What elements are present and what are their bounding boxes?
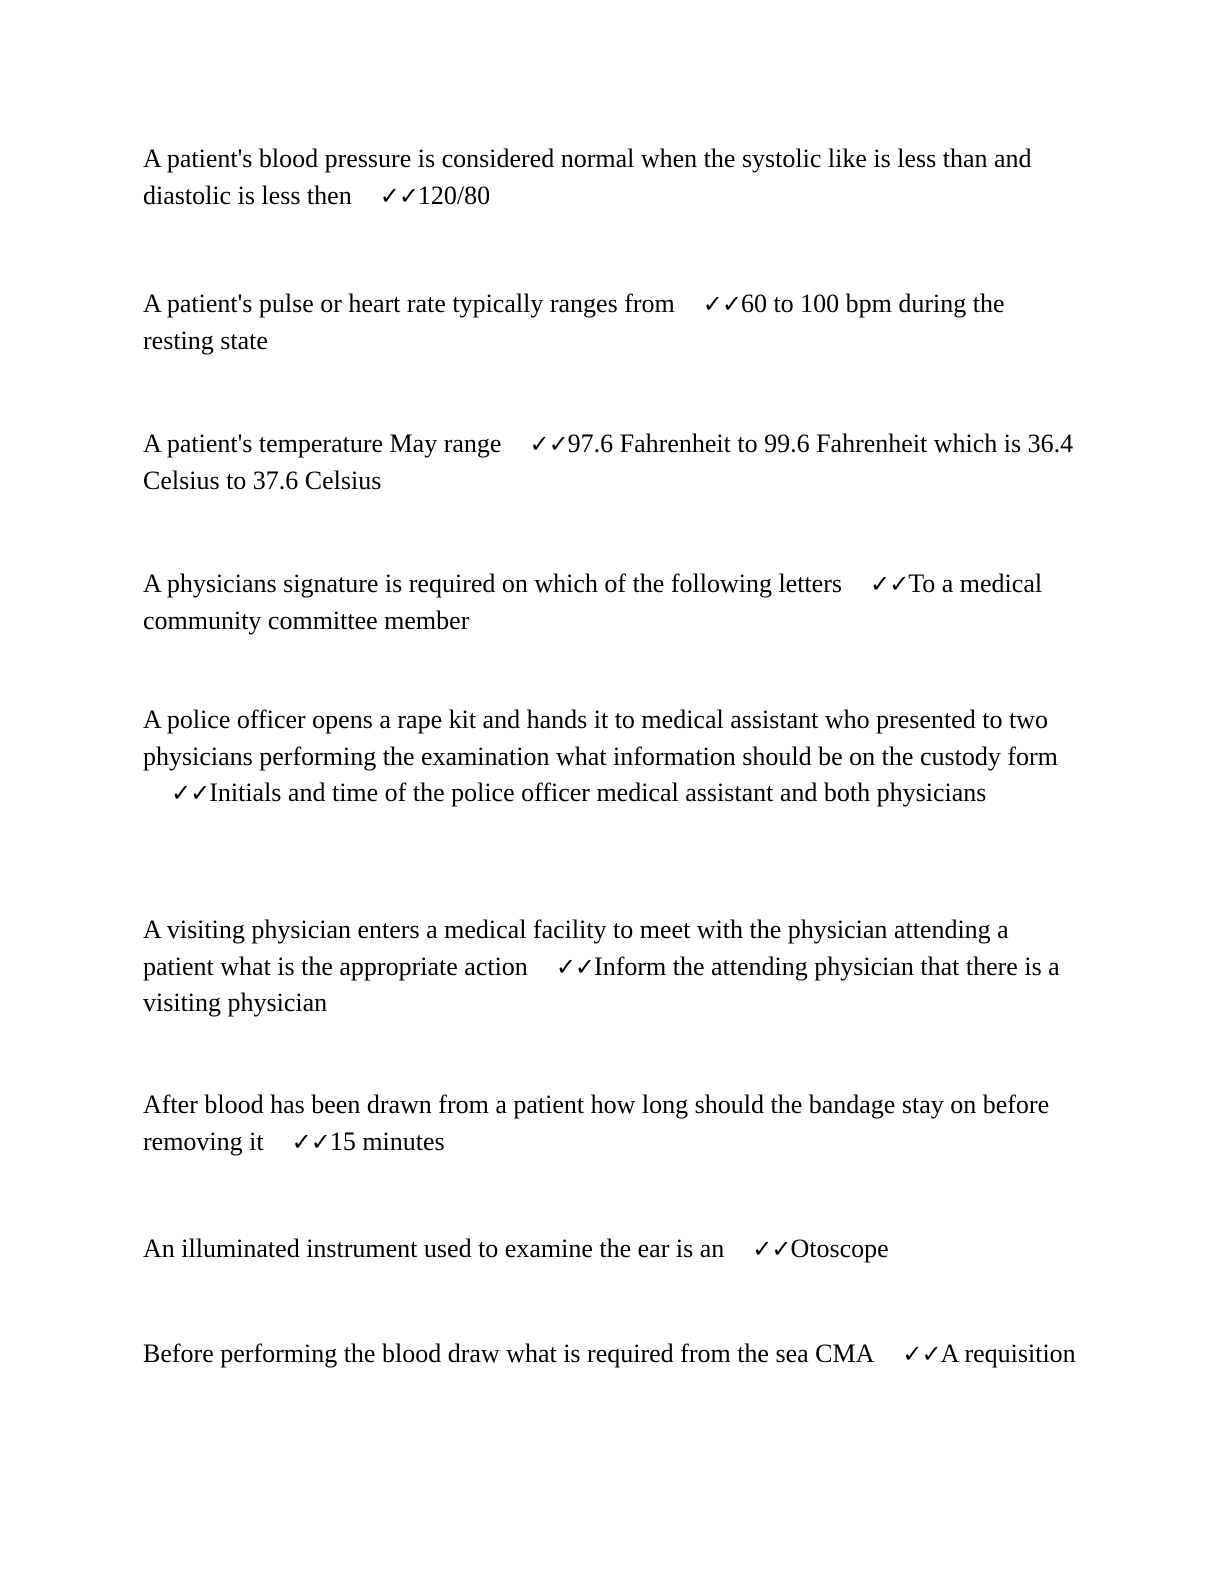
- question-text: An illuminated instrument used to examine the ear is an: [143, 1234, 725, 1263]
- answer-text: 97.6 Fahrenheit to 99.6 Fahrenheit which is 36.4 Celsius to 37.6 Celsius: [143, 429, 1074, 495]
- answer-text: To a medical community committee member: [143, 569, 1043, 635]
- answer-text: Inform the attending physician that there is a visiting physician: [143, 951, 1060, 1017]
- double-check-icon: ✓✓: [752, 1235, 791, 1263]
- double-check-icon: ✓✓: [902, 1340, 941, 1368]
- answer-text: 15 minutes: [329, 1126, 445, 1156]
- question-text: A visiting physician enters a medical facility to meet with the physician attending a patient what is the appropriate action: [143, 915, 1009, 981]
- qa-item-5: [143, 702, 1078, 812]
- qa-item-3: [143, 426, 1078, 499]
- question-text: Before performing the blood draw what is required from the sea CMA: [143, 1339, 875, 1368]
- double-check-icon: ✓✓: [171, 779, 210, 807]
- answer-text: Initials and time of the police officer medical assistant and both physicians: [209, 778, 987, 807]
- double-check-icon: ✓✓: [869, 570, 909, 598]
- double-check-icon: ✓✓: [291, 1127, 330, 1156]
- answer-text: Otoscope: [790, 1234, 889, 1263]
- qa-item-9: [143, 1336, 1078, 1373]
- double-check-icon: ✓✓: [555, 952, 595, 981]
- answer-text: 60 to 100 bpm during the resting state: [143, 289, 1005, 355]
- question-text: A patient's pulse or heart rate typically ranges from: [143, 289, 675, 318]
- answer-text: 120/80: [417, 180, 491, 210]
- qa-item-2: [143, 286, 1078, 359]
- qa-item-4: [143, 566, 1078, 639]
- qa-item-6: [143, 912, 1078, 1022]
- question-text: A police officer opens a rape kit and hands it to medical assistant who presented to two physicians performing the examination what information should be on the custody form: [143, 705, 1058, 771]
- question-text: After blood has been drawn from a patient how long should the bandage stay on before removing it: [143, 1090, 1050, 1156]
- question-text: A physicians signature is required on which of the following letters: [143, 569, 842, 598]
- qa-item-1: [143, 141, 1078, 214]
- qa-item-7: [143, 1087, 1078, 1160]
- double-check-icon: ✓✓: [702, 290, 741, 318]
- qa-item-8: [143, 1231, 1078, 1268]
- question-text: A patient's temperature May range: [143, 429, 502, 458]
- question-text: A patient's blood pressure is considered normal when the systolic like is less than and diastolic is less then: [143, 144, 1032, 210]
- double-check-icon: ✓✓: [529, 430, 568, 458]
- double-check-icon: ✓✓: [379, 181, 418, 210]
- answer-text: A requisition: [940, 1339, 1076, 1368]
